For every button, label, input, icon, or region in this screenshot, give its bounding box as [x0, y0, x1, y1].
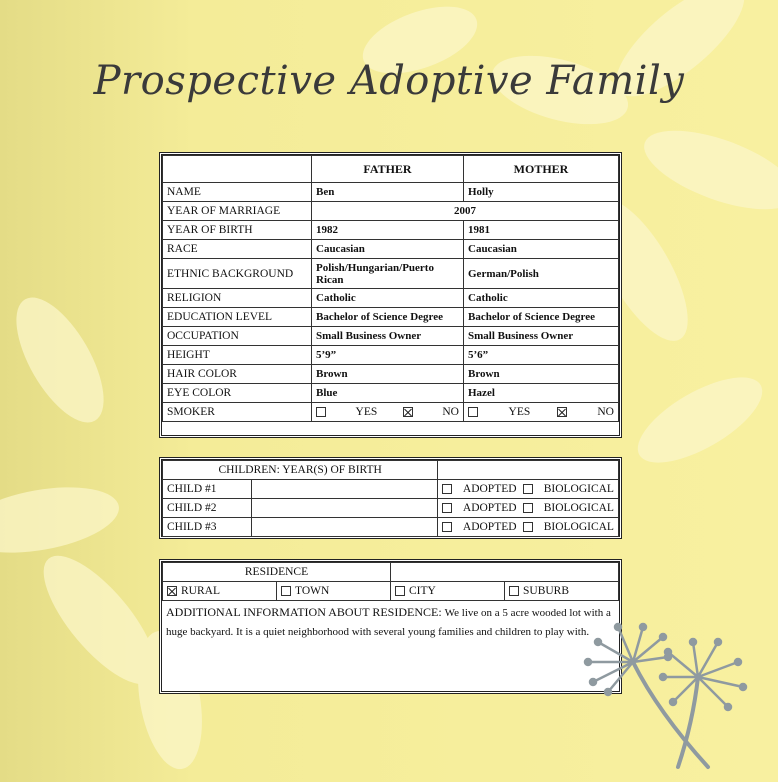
table-row [163, 221, 619, 240]
table-row [163, 518, 619, 537]
table-row [163, 240, 619, 259]
mother-value: Caucasian [464, 240, 619, 259]
row-label: RACE [163, 240, 312, 259]
residence-header-row [163, 563, 619, 582]
residence-header-blank [391, 563, 619, 582]
row-label: NAME [163, 183, 312, 202]
option-label: RURAL [181, 585, 220, 597]
mother-smoker-no-checkbox[interactable] [557, 407, 567, 417]
children-header-row [163, 461, 619, 480]
row-label: EYE COLOR [163, 384, 312, 403]
father-value: Blue [312, 384, 464, 403]
father-value: 1982 [312, 221, 464, 240]
child-label: CHILD #3 [163, 518, 252, 537]
residence-option-town [277, 582, 391, 601]
mother-value: Brown [464, 365, 619, 384]
residence-table [162, 562, 619, 601]
option-label: TOWN [295, 585, 330, 597]
yes-label: YES [508, 406, 531, 418]
mother-value: 1981 [464, 221, 619, 240]
option-label: CITY [409, 585, 436, 597]
biological-checkbox[interactable] [523, 503, 533, 513]
town-checkbox[interactable] [281, 586, 291, 596]
father-value: Catholic [312, 289, 464, 308]
child-year [252, 518, 438, 537]
header-father: FATHER [312, 156, 464, 183]
table-row [163, 499, 619, 518]
father-smoker-no-checkbox[interactable] [403, 407, 413, 417]
mother-value: Bachelor of Science Degree [464, 308, 619, 327]
children-table-box [159, 457, 622, 539]
row-label: RELIGION [163, 289, 312, 308]
children-table [162, 460, 619, 537]
biological-label: BIOLOGICAL [543, 502, 614, 514]
child-label: CHILD #2 [163, 499, 252, 518]
table-row [163, 183, 619, 202]
table-row [163, 365, 619, 384]
child-type-cell [438, 518, 619, 537]
rural-checkbox[interactable] [167, 586, 177, 596]
table-row [163, 346, 619, 365]
father-value: Brown [312, 365, 464, 384]
mother-smoker-yes-checkbox[interactable] [468, 407, 478, 417]
mother-value: German/Polish [464, 259, 619, 289]
adopted-checkbox[interactable] [442, 484, 452, 494]
residence-info-text: We live on a 5 acre wooded lot with a huge backyard. It is a quiet neighborhood with several young families and children to play with. [166, 607, 611, 638]
family-table [162, 155, 619, 422]
adopted-checkbox[interactable] [442, 503, 452, 513]
mother-value: Hazel [464, 384, 619, 403]
row-label: ETHNIC BACKGROUND [163, 259, 312, 289]
biological-checkbox[interactable] [523, 522, 533, 532]
residence-box [159, 559, 622, 694]
adopted-label: ADOPTED [462, 483, 517, 495]
row-label: HAIR COLOR [163, 365, 312, 384]
child-year [252, 499, 438, 518]
city-checkbox[interactable] [395, 586, 405, 596]
table-row [163, 480, 619, 499]
child-label: CHILD #1 [163, 480, 252, 499]
table-row [163, 308, 619, 327]
smoker-row [163, 403, 619, 422]
adopted-label: ADOPTED [462, 521, 517, 533]
residence-header: RESIDENCE [163, 563, 391, 582]
family-header-row [163, 156, 619, 183]
header-mother: MOTHER [464, 156, 619, 183]
marriage-year-value: 2007 [312, 202, 619, 221]
mother-value: Holly [464, 183, 619, 202]
table-row [163, 327, 619, 346]
child-year [252, 480, 438, 499]
father-value: 5’9” [312, 346, 464, 365]
yes-label: YES [355, 406, 378, 418]
father-value: Ben [312, 183, 464, 202]
father-value: Caucasian [312, 240, 464, 259]
mother-smoker-cell [464, 403, 619, 422]
row-label: YEAR OF MARRIAGE [163, 202, 312, 221]
table-row [163, 384, 619, 403]
row-label: OCCUPATION [163, 327, 312, 346]
row-label: EDUCATION LEVEL [163, 308, 312, 327]
row-label: YEAR OF BIRTH [163, 221, 312, 240]
mother-value: Small Business Owner [464, 327, 619, 346]
residence-options-row [163, 582, 619, 601]
family-table-box [159, 152, 622, 438]
father-smoker-cell [312, 403, 464, 422]
biological-label: BIOLOGICAL [543, 521, 614, 533]
father-value: Small Business Owner [312, 327, 464, 346]
biological-label: BIOLOGICAL [543, 483, 614, 495]
table-row [163, 259, 619, 289]
row-label: HEIGHT [163, 346, 312, 365]
residence-option-city [391, 582, 505, 601]
father-value: Polish/Hungarian/Puerto Rican [312, 259, 464, 289]
residence-info [162, 601, 619, 643]
child-type-cell [438, 499, 619, 518]
option-label: SUBURB [523, 585, 570, 597]
mother-value: 5’6” [464, 346, 619, 365]
adopted-label: ADOPTED [462, 502, 517, 514]
row-label: SMOKER [163, 403, 312, 422]
table-row [163, 289, 619, 308]
page-title: Prospective Adoptive Family [93, 58, 685, 104]
table-row [163, 202, 619, 221]
child-type-cell [438, 480, 619, 499]
mother-value: Catholic [464, 289, 619, 308]
father-value: Bachelor of Science Degree [312, 308, 464, 327]
adopted-checkbox[interactable] [442, 522, 452, 532]
header-blank [163, 156, 312, 183]
dandelion-decoration [578, 622, 768, 772]
father-smoker-yes-checkbox[interactable] [316, 407, 326, 417]
no-label: NO [442, 406, 459, 418]
residence-option-rural [163, 582, 277, 601]
children-header-blank [438, 461, 619, 480]
no-label: NO [597, 406, 614, 418]
residence-option-suburb [505, 582, 619, 601]
suburb-checkbox[interactable] [509, 586, 519, 596]
biological-checkbox[interactable] [523, 484, 533, 494]
children-header: CHILDREN: YEAR(S) OF BIRTH [163, 461, 438, 480]
residence-info-label: ADDITIONAL INFORMATION ABOUT RESIDENCE: [166, 605, 442, 619]
